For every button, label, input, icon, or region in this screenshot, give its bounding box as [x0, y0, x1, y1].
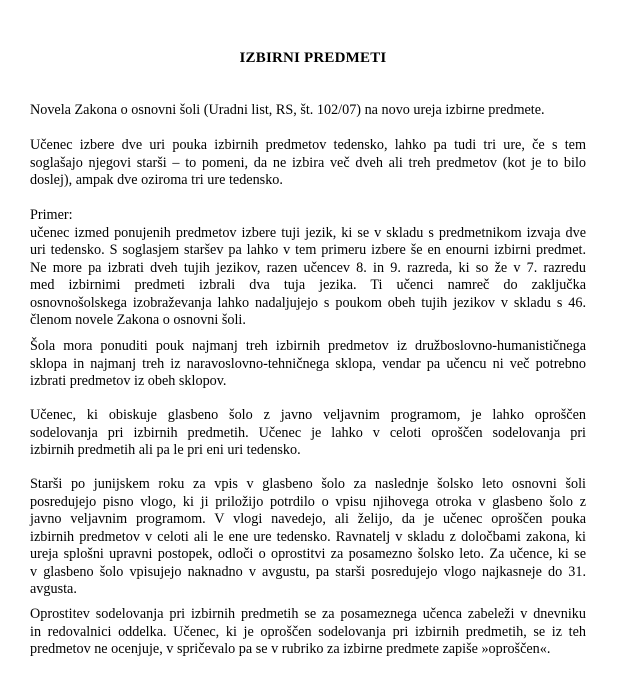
- text-line: Učenec izbere dve uri pouka izbirnih predmetov tedensko, lahko pa tudi tri ure, če s tem: [30, 137, 586, 153]
- text-line: Primer:: [30, 207, 73, 223]
- text-line: Učenec, ki obiskuje glasbeno šolo z javno veljavnim programom, je lahko oproščen: [30, 407, 586, 423]
- paragraph-intro: [30, 102, 586, 120]
- paragraph-example: [30, 207, 586, 330]
- text-line: sklopa in najmanj treh iz naravoslovno-tehničnega sklopa, vendar pa učencu ni več potrebno: [30, 355, 586, 372]
- text-line: Šola mora ponuditi pouk najmanj treh izbirnih predmetov iz družboslovno-humanističnega: [30, 338, 586, 354]
- text-line: javno veljavnim programom. V vlogi navedejo, ali želijo, da je učenec oproščen pouka: [30, 511, 586, 527]
- text-line: členom novele Zakona o osnovni šoli.: [30, 312, 246, 328]
- text-line: sodelovanja pri izbirnih predmetih. Učenec je lahko v celoti oproščen sodelovanja pri: [30, 424, 586, 441]
- paragraph-school-offer: [30, 338, 586, 391]
- text-line: izbirnih predmetih ali pa le pri eni uri tedensko.: [30, 442, 301, 458]
- text-line: učenec izmed ponujenih predmetov izbere tuji jezik, ki se v skladu s predmetnikom izvaja dve: [30, 224, 586, 241]
- text-line: soglašajo njegovi starši – to pomeni, da ne izbira več dveh ali treh predmetov (kot je to bilo: [30, 154, 586, 171]
- paragraph-hours: [30, 137, 586, 190]
- text-line: med izbirnimi predmeti izbrali dva tuja jezika. Ti učenci namreč do zaključka: [30, 277, 586, 293]
- text-line: in redovalnici oddelka. Učenec, ki je oproščen sodelovanja pri izbirnih predmetih, se iz teh: [30, 623, 586, 640]
- document-title: IZBIRNI PREDMETI: [239, 50, 387, 66]
- text-line: predmetov ne ocenjuje, v spričevalo pa se v rubriko za izbirne predmete zapiše »oproščen«.: [30, 641, 551, 657]
- text-line: doslej), ampak dve oziroma tri ure tedensko.: [30, 172, 283, 188]
- paragraph-record: [30, 606, 586, 659]
- text-line: Novela Zakona o osnovni šoli (Uradni list, RS, št. 102/07) na novo ureja izbirne predmete.: [30, 102, 545, 118]
- text-line: osnovnošolskega izobraževanja lahko nadaljujejo s poukom obeh tujih jezikov v skladu s 46.: [30, 294, 586, 311]
- text-line: uri tedensko. S soglasjem staršev pa lahko v tem primeru izbere še en enourni izbirni predmet.: [30, 242, 586, 258]
- text-line: Starši po junijskem roku za vpis v glasbeno šolo za naslednje šolsko leto osnovni šoli: [30, 476, 586, 492]
- text-line: avgusta.: [30, 581, 77, 597]
- text-line: Oprostitev sodelovanja pri izbirnih predmetih se za posameznega učenca zabeleži v dnevniku: [30, 606, 586, 622]
- text-line: ureja splošni upravni postopek, odloči o oprostitvi za posamezno šolsko leto. Za učence, ki se: [30, 546, 586, 562]
- text-line: posredujejo pisno vlogo, ki ji priložijo potrdilo o vpisu njihovega otroka v glasbeno šolo z: [30, 493, 586, 510]
- paragraph-music-school: [30, 407, 586, 460]
- paragraph-parents-application: [30, 476, 586, 599]
- text-line: v glasbeno šolo vpisujejo naknadno v avgustu, pa starši posredujejo vlogo najkasneje do 31.: [30, 563, 586, 580]
- text-line: Ne more pa izbrati dveh tujih jezikov, razen učencev 8. in 9. razreda, ki so že v 7. razredu: [30, 259, 586, 276]
- text-line: izbrati predmetov iz obeh sklopov.: [30, 373, 227, 389]
- text-line: izbirnih predmetov v celoti ali le ene ure tedensko. Ravnatelj v skladu z določbami zakona, ki: [30, 528, 586, 545]
